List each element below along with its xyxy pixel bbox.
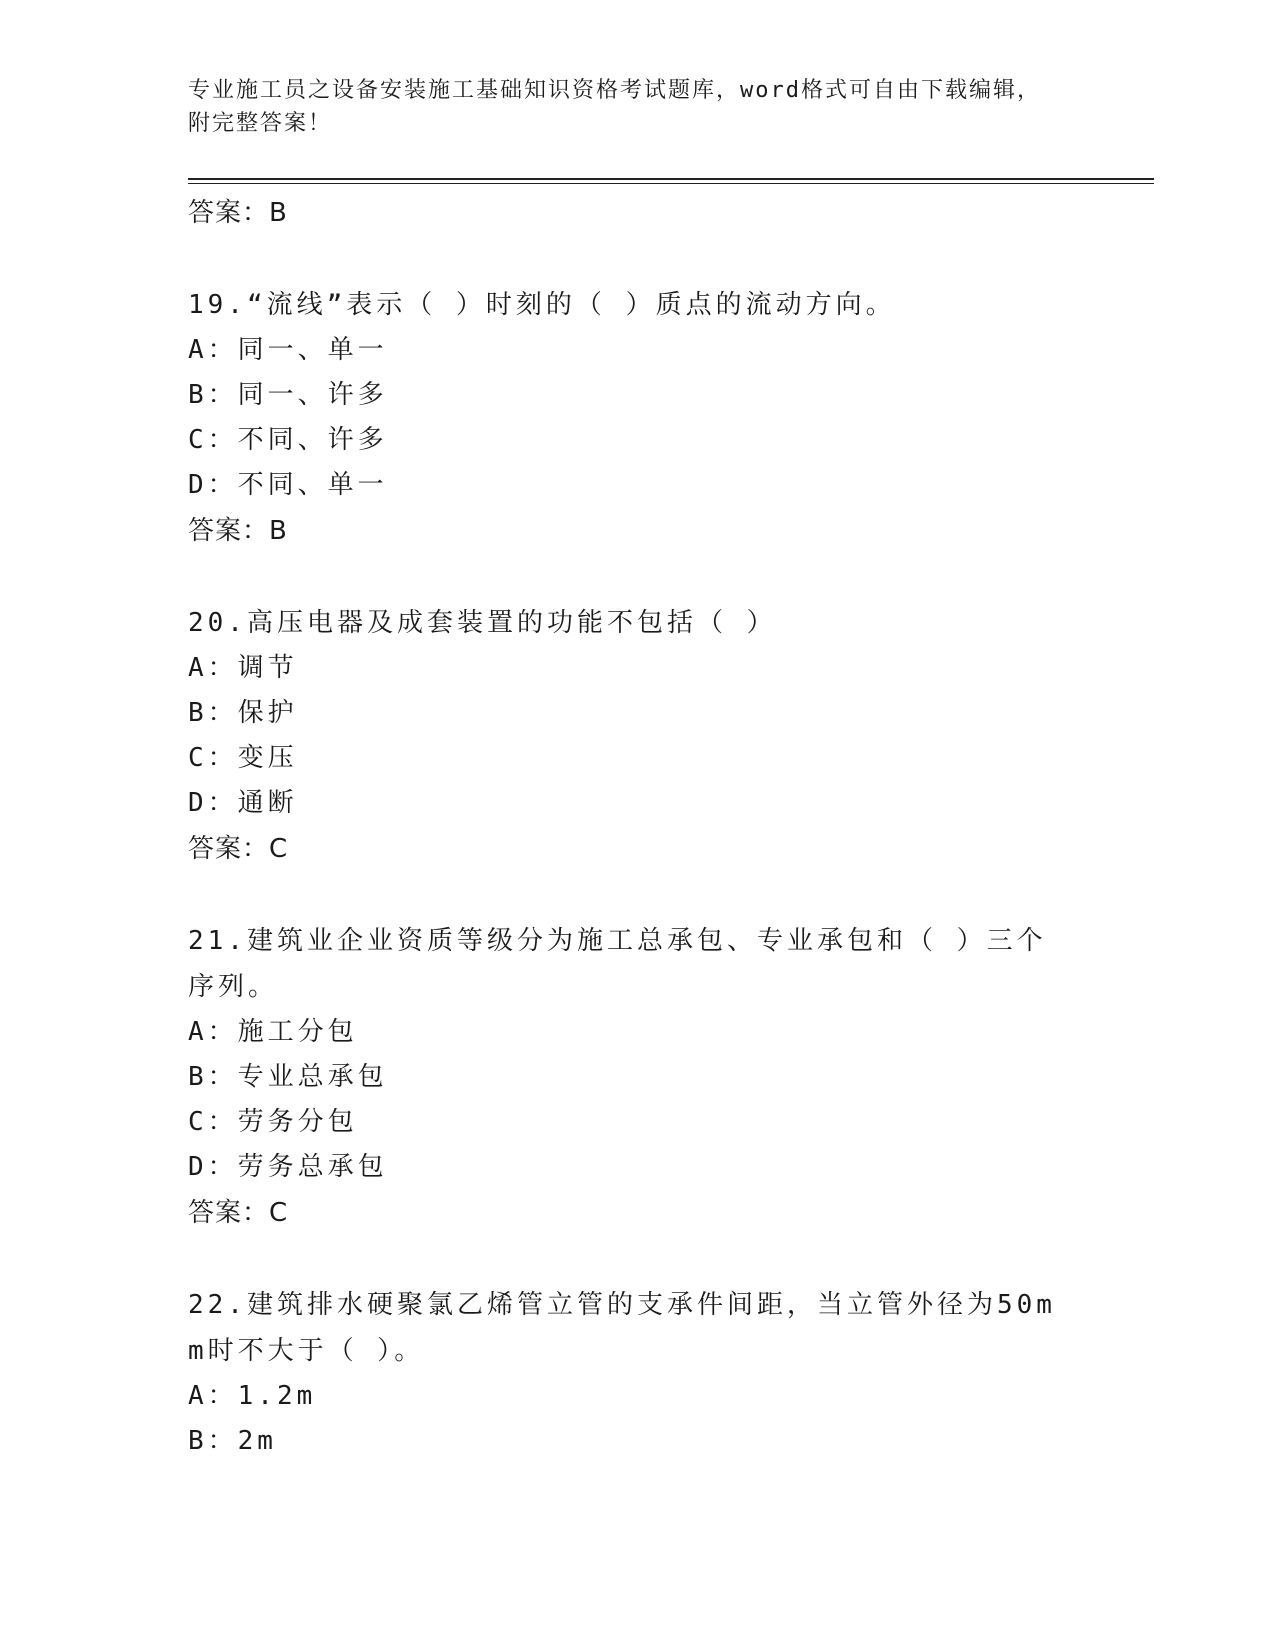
header-divider-thick: [188, 178, 1154, 180]
header-line-2: 附完整答案！: [188, 111, 333, 136]
option-19-d: D：不同、单一: [188, 470, 388, 500]
option-19-c: C：不同、许多: [188, 425, 388, 455]
option-22-b: B：2m: [188, 1426, 277, 1456]
question-22: 22.建筑排水硬聚氯乙烯管立管的支承件间距，当立管外径为50mm时不大于（ ）。: [188, 1290, 1056, 1366]
question-list: [188, 190, 1068, 1464]
option-22-a: A：1.2m: [188, 1381, 317, 1411]
option-20-b: B：保护: [188, 698, 298, 728]
spacer: [188, 236, 1068, 282]
question-20: 20.高压电器及成套装置的功能不包括（ ）: [188, 608, 777, 638]
answer-previous: 答案：B: [188, 198, 288, 228]
option-20-a: A：调节: [188, 653, 298, 683]
option-21-b: B：专业总承包: [188, 1062, 388, 1092]
spacer: [188, 872, 1068, 918]
header-divider-thin: [188, 183, 1154, 184]
answer-21: 答案：C: [188, 1198, 289, 1228]
spacer: [188, 554, 1068, 600]
document-header: [188, 74, 1068, 140]
answer-20: 答案：C: [188, 834, 289, 864]
spacer: [188, 1236, 1068, 1282]
question-21: 21.建筑业企业资质等级分为施工总承包、专业承包和（ ）三个序列。: [188, 926, 1047, 1002]
option-21-d: D：劳务总承包: [188, 1152, 388, 1182]
option-21-c: C：劳务分包: [188, 1107, 358, 1137]
option-21-a: A：施工分包: [188, 1017, 358, 1047]
question-19: 19.“流线”表示（ ）时刻的（ ）质点的流动方向。: [188, 290, 896, 320]
answer-19: 答案：B: [188, 516, 288, 546]
option-20-c: C：变压: [188, 743, 298, 773]
option-19-a: A：同一、单一: [188, 335, 388, 365]
header-line-1: 专业施工员之设备安装施工基础知识资格考试题库，word格式可自由下载编辑，: [188, 78, 1041, 103]
option-20-d: D：通断: [188, 788, 298, 818]
option-19-b: B：同一、许多: [188, 380, 388, 410]
